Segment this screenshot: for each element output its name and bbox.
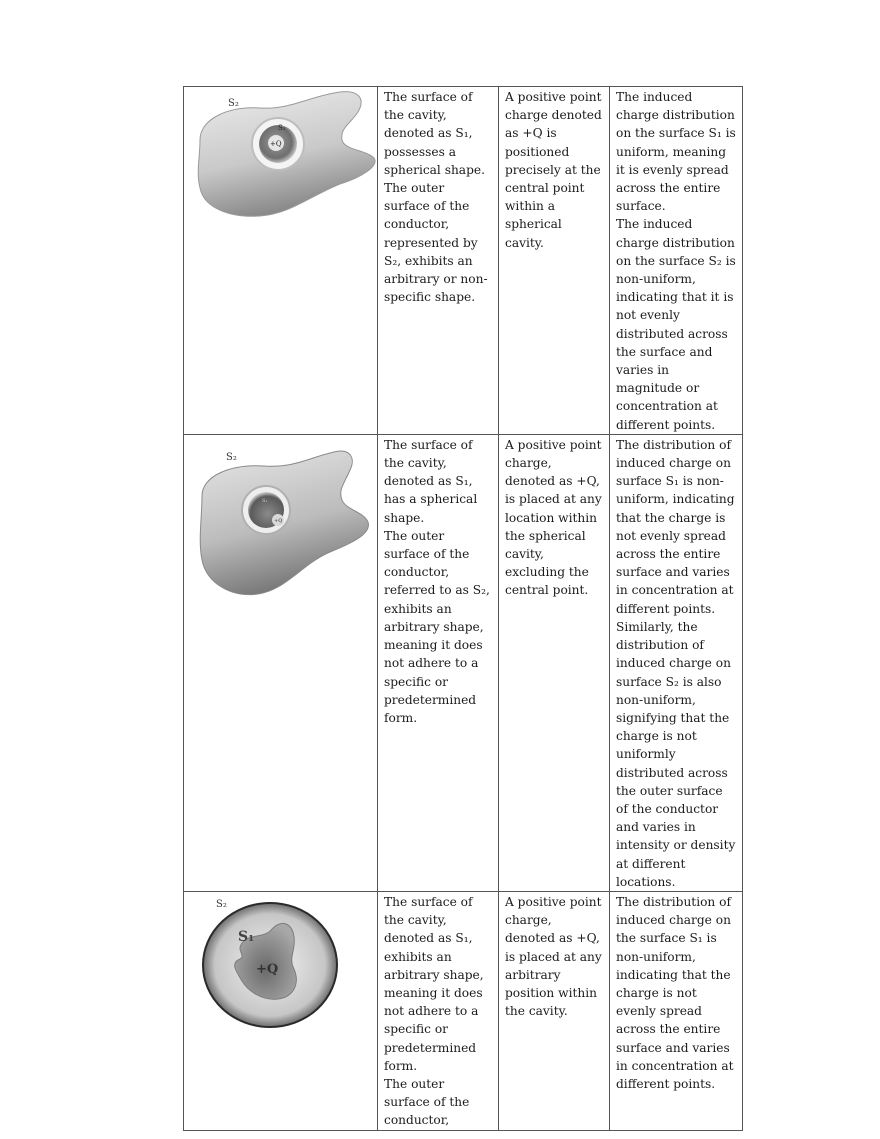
table-row	[184, 891, 743, 1130]
cavity-description-cell	[378, 87, 499, 435]
charge-description-cell	[499, 891, 610, 1130]
outer-surface-label: S₂	[226, 451, 237, 463]
cavity-surface-label: S₁	[262, 497, 268, 504]
charge-label: +Q	[274, 517, 283, 524]
cavity-shape-text: The surface of the cavity, denoted as S₁, has a spherical shape.	[384, 437, 478, 525]
outer-surface-text: The outer surface of the conductor, represented by S₂, exhibits an arbitrary or non-specific shape.	[384, 181, 488, 305]
charge-position-text: A positive point charge, denoted as +Q, is placed at any arbitrary position within the cavity.	[505, 894, 602, 1019]
figure-cell	[184, 434, 378, 891]
spherical-conductor-arbitrary-cavity-figure	[190, 893, 378, 1033]
s1-distribution-text: The induced charge distribution on the surface S₁ is uniform, meaning it is evenly spread across the entire surface.	[616, 90, 736, 214]
conductor-spherical-cavity-offcenter-figure	[190, 436, 378, 606]
outer-surface-label: S₂	[216, 898, 227, 910]
conductor-spherical-cavity-center-figure	[190, 88, 378, 228]
charge-position-text: A positive point charge denoted as +Q is positioned precisely at the central point within a spherical cavity.	[505, 90, 602, 250]
table-row	[184, 87, 743, 435]
figure-cell	[184, 87, 378, 435]
cavity-description-cell	[378, 891, 499, 1130]
s1-distribution-text: The distribution of induced charge on the surface S₁ is non-uniform, indicating that the charge is not evenly spread across the entire surface and varies in concentration at different points.	[616, 894, 734, 1091]
charge-description-cell	[499, 434, 610, 891]
distribution-description-cell	[610, 434, 743, 891]
outer-surface-text: The outer surface of the conductor,	[384, 1076, 470, 1128]
distribution-description-cell	[610, 891, 743, 1130]
cavity-surface-label: S₁	[278, 124, 286, 132]
outer-surface-text: The outer surface of the conductor, referred to as S₂, exhibits an arbitrary shape, meaning it does not adhere to a specific or predetermined form.	[384, 528, 490, 725]
figure-cell	[184, 891, 378, 1130]
charge-position-text: A positive point charge, denoted as +Q, is placed at any location within the spherical cavity, excluding the central point.	[505, 437, 602, 598]
conductor-cavity-table	[183, 86, 743, 1131]
cavity-description-cell	[378, 434, 499, 891]
cavity-shape-text: The surface of the cavity, denoted as S₁, possesses a spherical shape.	[384, 90, 485, 177]
charge-description-cell	[499, 87, 610, 435]
s1-s2-distribution-text: The distribution of induced charge on surface S₁ is non-uniform, indicating that the charge is not evenly spread across the entire surface and varies in concentration at different points. Similarly, the distribution of induced charge on surface S₂ is also non-uniform, signifying that the charge is not uniformly distributed across the outer surface of the conductor and varies in intensity or density at different locations.	[616, 437, 736, 889]
charge-label: +Q	[256, 961, 279, 977]
table-row	[184, 434, 743, 891]
s2-distribution-text: The induced charge distribution on the surface S₂ is non-uniform, indicating that it is not evenly distributed across the surface and varies in magnitude or concentration at different points.	[616, 217, 736, 432]
outer-surface-label: S₂	[228, 98, 239, 109]
cavity-surface-label: S₁	[238, 928, 255, 945]
cavity-shape-text: The surface of the cavity, denoted as S₁, exhibits an arbitrary shape, meaning it does not adhere to a specific or predetermined form.	[384, 894, 484, 1073]
charge-label: +Q	[270, 140, 282, 148]
distribution-description-cell	[610, 87, 743, 435]
